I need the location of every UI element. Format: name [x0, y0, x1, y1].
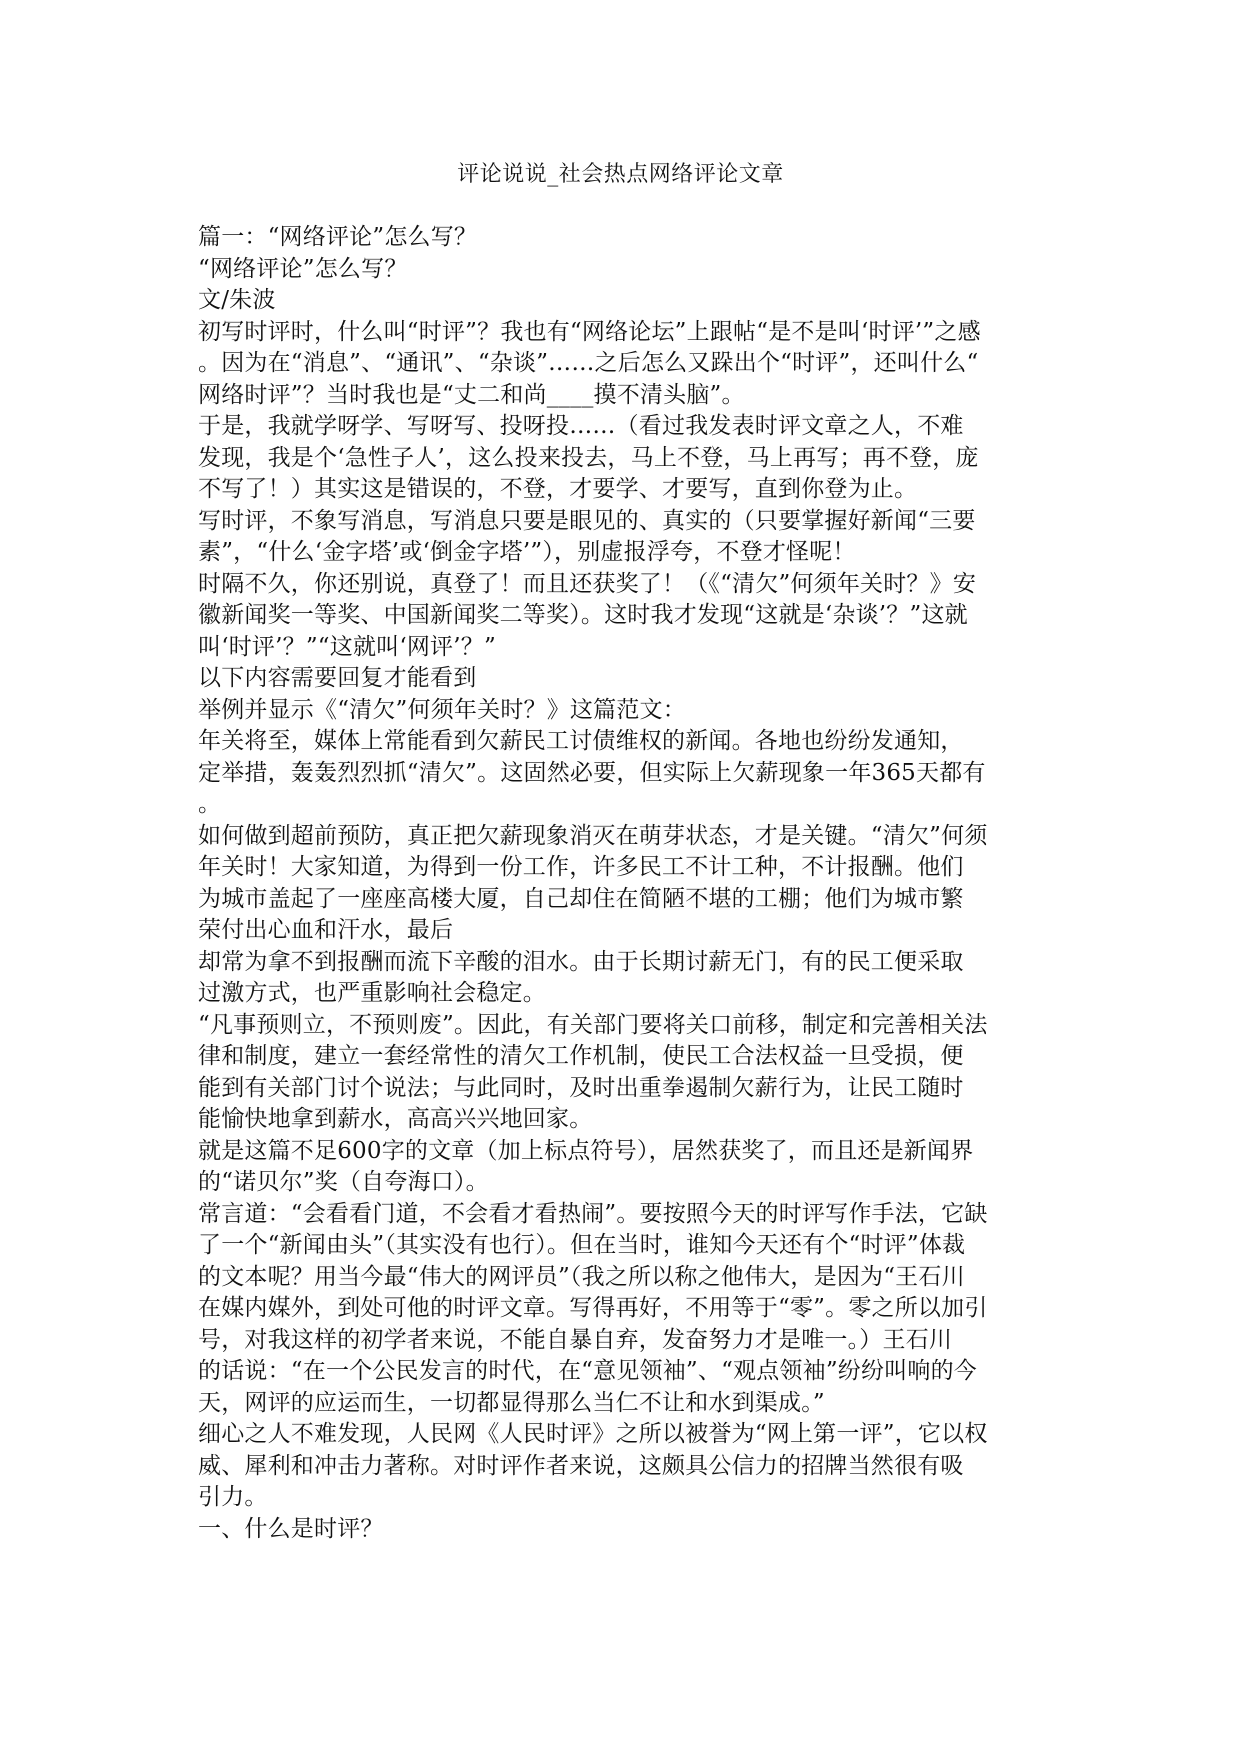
body-line: 网络时评”？当时我也是“丈二和尚____摸不清头脑”。 [198, 381, 745, 408]
body-line: 不写了！）其实这是错误的，不登，才要学、才要写，直到你登为止。 [198, 476, 918, 502]
body-line: 号，对我这样的初学者来说，不能自暴自弃，发奋努力才是唯一。）王石川 [198, 1326, 953, 1353]
body-line: 却常为拿不到报酬而流下辛酸的泪水。由于长期讨薪无门，有的民工便采取 [198, 948, 964, 975]
body-line: 以下内容需要回复才能看到 [198, 665, 477, 691]
body-line: 举例并显示《“清欠”何须年关时？》这篇范文： [198, 696, 686, 723]
body-line: 在媒内媒外，到处可他的时评文章。写得再好，不用等于“零”。零之所以加引 [198, 1295, 988, 1321]
body-line: 初写时评时，什么叫“时评”？我也有“网络论坛”上跟帖“是不是叫‘时评’”之感 [198, 318, 981, 345]
body-line: 律和制度，建立一套经常性的清欠工作机制，使民工合法权益一旦受损，便 [198, 1043, 964, 1069]
body-line: 天，网评的应运而生，一切都显得那么当仁不让和水到渠成。” [198, 1389, 825, 1416]
body-line: 的文本呢？用当今最“伟大的网评员”（我之所以称之他伟大，是因为“王石川 [198, 1263, 965, 1290]
body-line: 一、什么是时评？ [198, 1515, 384, 1542]
body-line: 常言道：“会看看门道，不会看才看热闹”。要按照今天的时评写作手法，它缺 [198, 1200, 988, 1227]
body-line: 了一个“新闻由头”（其实没有也行）。但在当时，谁知今天还有个“时评”体裁 [198, 1232, 966, 1258]
body-line: 于是，我就学呀学、写呀写、投呀投……（看过我发表时评文章之人，不难 [198, 413, 964, 439]
body-line: 篇一：“网络评论”怎么写？ [198, 224, 478, 250]
body-line: “凡事预则立，不预则废”。因此，有关部门要将关口前移，制定和完善相关法 [198, 1011, 988, 1038]
body-line: 素”，“什么‘金字塔’或‘倒金字塔’”），别虚报浮夸，不登才怪呢！ [198, 539, 856, 565]
document-body [198, 222, 1048, 1545]
body-line: 的“诺贝尔”奖（自夸海口）。 [198, 1169, 489, 1195]
body-line: 。因为在“消息”、“通讯”、“杂谈”……之后怎么又跺出个“时评”，还叫什么“ [198, 350, 979, 376]
body-line: 定举措，轰轰烈烈抓“清欠”。这固然必要，但实际上欠薪现象一年365天都有 [198, 759, 986, 786]
body-line: 就是这篇不足600字的文章（加上标点符号），居然获奖了，而且还是新闻界 [198, 1137, 974, 1164]
body-line: 。 [198, 791, 222, 817]
body-line: 为城市盖起了一座座高楼大厦，自己却住在简陋不堪的工棚；他们为城市繁 [198, 885, 964, 912]
document-title: 评论说说_社会热点网络评论文章 [457, 162, 784, 187]
body-line: 细心之人不难发现，人民网《人民时评》之所以被誉为“网上第一评”，它以权 [198, 1421, 988, 1447]
body-line: 引力。 [198, 1484, 268, 1510]
body-line: 如何做到超前预防，真正把欠薪现象消灭在萌芽状态，才是关键。“清欠”何须 [198, 822, 988, 849]
body-line: 叫‘时评’？”“这就叫‘网评’？” [198, 633, 496, 660]
body-line: 能愉快地拿到薪水，高高兴兴地回家。 [198, 1106, 593, 1132]
body-line: 徽新闻奖一等奖、中国新闻奖二等奖）。这时我才发现“这就是‘杂谈’？”这就 [198, 602, 968, 628]
body-line: 发现，我是个‘急性子人’，这么投来投去，马上不登，马上再写；再不登，庞 [198, 444, 979, 471]
body-line: 年关将至，媒体上常能看到欠薪民工讨债维权的新闻。各地也纷纷发通知， [198, 728, 964, 754]
body-line: 文/朱波 [198, 287, 276, 313]
body-line: 的话说：“在一个公民发言的时代，在“意见领袖”、“观点领袖”纷纷叫响的今 [198, 1358, 977, 1384]
body-line: “网络评论”怎么写？ [198, 255, 408, 282]
body-line: 过激方式，也严重影响社会稳定。 [198, 980, 546, 1006]
body-line: 威、犀利和冲击力著称。对时评作者来说，这颇具公信力的招牌当然很有吸 [198, 1452, 964, 1479]
body-line: 荣付出心血和汗水，最后 [198, 917, 454, 943]
body-line: 时隔不久，你还别说，真登了！而且还获奖了！（《“清欠”何须年关时？》安 [198, 570, 977, 597]
body-line: 年关时！大家知道，为得到一份工作，许多民工不计工种，不计报酬。他们 [198, 854, 964, 880]
body-line: 写时评，不象写消息，写消息只要是眼见的、真实的（只要掌握好新闻“三要 [198, 507, 976, 534]
body-line: 能到有关部门讨个说法；与此同时，及时出重拳遏制欠薪行为，让民工随时 [198, 1074, 964, 1101]
